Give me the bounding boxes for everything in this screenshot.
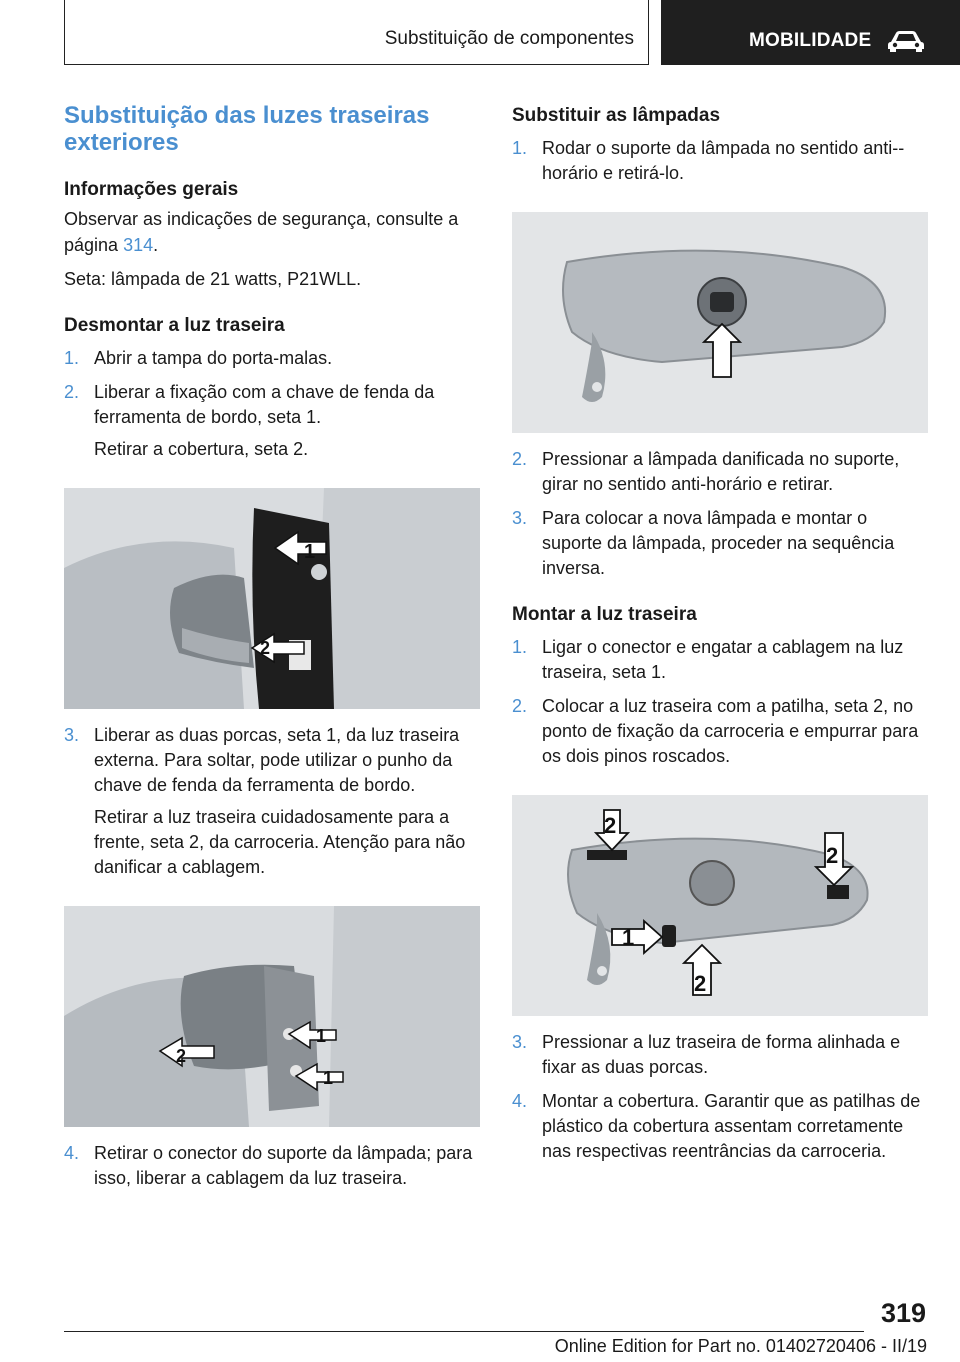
general-heading: Informações gerais (64, 179, 239, 200)
remove-heading: Desmontar a luz traseira (64, 315, 285, 336)
step-number: 4. (64, 1143, 80, 1163)
figure-arrow-label: 2 (826, 843, 839, 868)
page-link[interactable]: 314 (123, 235, 154, 255)
figure-arrow-label: 2 (694, 971, 707, 996)
step-number: 2. (64, 382, 80, 402)
mount-heading: Montar a luz traseira (512, 604, 697, 625)
step-text: Ligar o conector e engatar a cablagem na luz traseira, seta 1. (542, 637, 904, 682)
step-text: Montar a cobertura. Garantir que as patilhas de plástico da cobertura assentam corretamente nas respectivas reentrâncias da carroceria. (542, 1091, 921, 1161)
list-item (512, 635, 930, 685)
figure-light-removal (64, 906, 480, 1127)
header-chapter-title: MOBILIDADE (749, 30, 872, 51)
step-text: Pressionar a luz traseira de forma alinhada e fixar as duas porcas. (542, 1032, 901, 1077)
step-number: 3. (512, 1032, 528, 1052)
figure-arrow-label: 2 (260, 638, 271, 658)
step-text: Rodar o suporte da lâmpada no sentido anti--horário e retirá-lo. (542, 138, 905, 183)
right-column (512, 100, 930, 1164)
remove-steps (64, 346, 480, 462)
list-item (64, 1141, 480, 1191)
list-item (64, 346, 480, 371)
step-number: 2. (512, 449, 528, 469)
step-text: Liberar a fixação com a chave de fenda da ferramenta de bordo, seta 1. (94, 382, 435, 427)
header-chapter-box (661, 0, 960, 65)
footer-edition: Online Edition for Part no. 01402720406 - II/19 (554, 1336, 927, 1356)
figure-arrow-label: 2 (176, 1046, 187, 1066)
step-text: Abrir a tampa do porta-malas. (94, 348, 333, 368)
figure-arrow-label: 1 (316, 1026, 327, 1046)
figure-bulb-holder (512, 212, 928, 433)
page-number: 319 (880, 1298, 926, 1328)
list-item (512, 136, 930, 186)
list-item (512, 447, 930, 497)
remove-steps-final (64, 1141, 480, 1191)
list-item (64, 380, 480, 462)
step-text: Colocar a luz traseira com a patilha, seta 2, no ponto de fixação da carroceria e empurrar para os dois pinos roscados. (542, 696, 919, 766)
list-item (512, 506, 930, 581)
figure-arrow-label: 1 (622, 925, 635, 950)
list-item (512, 1030, 930, 1080)
left-column (64, 100, 480, 1191)
replace-steps (512, 136, 930, 186)
step-number: 3. (64, 725, 80, 745)
header-section-title: Substituição de componentes (384, 28, 634, 49)
section-title: Substituição das luzes traseiras exteriores (64, 102, 430, 156)
step-number: 1. (512, 637, 528, 657)
step-text: Retirar o conector do suporte da lâmpada; para isso, liberar a cablagem da luz traseira. (94, 1143, 473, 1188)
step-number: 1. (64, 348, 80, 368)
bulb-text: Seta: lâmpada de 21 watts, P21WLL. (64, 269, 362, 289)
remove-steps-continued (64, 723, 480, 880)
step-subtext: Retirar a cobertura, seta 2. (94, 439, 309, 459)
figure-cover-removal (64, 488, 480, 709)
figure-light-mounting (512, 795, 928, 1016)
list-item (512, 694, 930, 769)
car-icon (887, 30, 925, 52)
general-text-post: . (153, 235, 159, 255)
list-item (512, 1089, 930, 1164)
replace-heading: Substituir as lâmpadas (512, 105, 721, 126)
step-number: 4. (512, 1091, 528, 1111)
step-text: Liberar as duas porcas, seta 1, da luz traseira externa. Para soltar, pode utilizar o punho da chave de fenda da ferramenta de bordo. (94, 725, 460, 795)
mount-steps-continued (512, 1030, 930, 1164)
mount-steps (512, 635, 930, 769)
step-number: 3. (512, 508, 528, 528)
step-number: 1. (512, 138, 528, 158)
figure-arrow-label: 2 (604, 813, 617, 838)
general-text-pre: Observar as indicações de segurança, consulte a página (64, 209, 459, 255)
step-number: 2. (512, 696, 528, 716)
footer-divider (64, 1331, 864, 1332)
general-text (64, 206, 480, 258)
step-text: Para colocar a nova lâmpada e montar o suporte da lâmpada, proceder na sequência inversa. (542, 508, 895, 578)
header-section-box (64, 0, 649, 65)
figure-arrow-label: 1 (323, 1068, 334, 1088)
figure-arrow-label: 1 (304, 541, 316, 563)
list-item (64, 723, 480, 880)
step-text: Pressionar a lâmpada danificada no suporte, girar no sentido anti-horário e retirar. (542, 449, 900, 494)
step-subtext: Retirar a luz traseira cuidadosamente para a frente, seta 2, da carroceria. Atenção para não danificar a cablagem. (94, 807, 466, 877)
replace-steps-continued (512, 447, 930, 581)
